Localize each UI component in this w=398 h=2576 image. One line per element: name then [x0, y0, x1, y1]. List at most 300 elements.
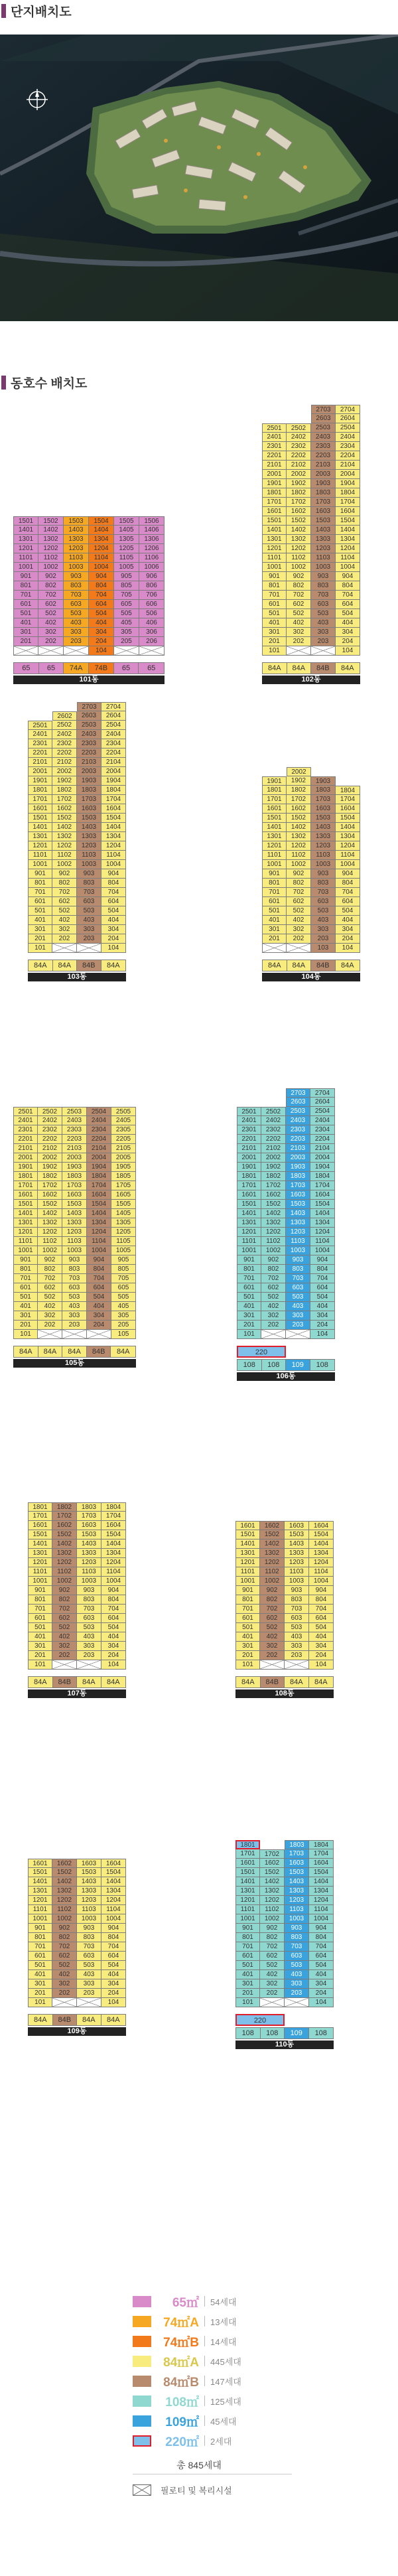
unit-cell: 1402: [261, 1209, 286, 1218]
unit-type-label: 84B: [77, 960, 101, 971]
unit-cell: 1803: [77, 786, 101, 795]
unit-cell: 1001: [235, 1577, 260, 1586]
unit-cell: 303: [77, 1979, 101, 1989]
unit-cell: 2301: [262, 442, 287, 451]
unit-cell: 2202: [287, 451, 311, 461]
unit-cell: 704: [89, 591, 114, 600]
unit-cell: 2401: [13, 1116, 38, 1125]
unit-cell: 1001: [13, 1246, 38, 1255]
unit-cell: 203: [286, 1321, 310, 1330]
unit-cell: 301: [235, 1642, 260, 1651]
unit-cell: 1804: [101, 1502, 126, 1512]
unit-cell: 1002: [52, 1577, 77, 1586]
unit-cell: 1801: [235, 1840, 260, 1849]
unit-cell: 2103: [286, 1144, 310, 1153]
unit-cell: 2704: [310, 1088, 335, 1098]
unit-cell: 403: [311, 618, 336, 628]
unit-cell: 1901: [262, 776, 287, 786]
unit-cell: 703: [285, 1942, 309, 1952]
unit-cell: 101: [13, 1330, 38, 1339]
unit-cell: 1502: [52, 1530, 77, 1539]
legend-count: 2세대: [210, 2436, 232, 2447]
unit-cell: 1801: [28, 786, 52, 795]
unit-cell: 1104: [101, 851, 126, 860]
unit-cell: 601: [28, 897, 52, 906]
unit-cell: 1002: [287, 860, 311, 869]
unit-cell: 802: [287, 879, 311, 888]
unit-cell: 1003: [62, 1246, 87, 1255]
pilotis-cell: [77, 944, 101, 953]
unit-type-row: [262, 662, 360, 674]
unit-cell: 1202: [260, 1896, 285, 1905]
unit-cell: 1604: [309, 1859, 334, 1868]
unit-cell: 801: [13, 581, 38, 591]
unit-cell: 504: [101, 1623, 126, 1632]
unit-cell: 1104: [101, 1905, 126, 1914]
unit-cell: 1504: [101, 1530, 126, 1539]
unit-cell: 201: [13, 1321, 38, 1330]
unit-cell: 1503: [285, 1530, 309, 1539]
unit-cell: 501: [28, 1623, 52, 1632]
unit-cell: 2004: [310, 1153, 335, 1163]
unit-cell: 1702: [52, 1512, 77, 1521]
unit-cell: 1504: [336, 814, 360, 823]
unit-type-label: 84A: [287, 960, 312, 971]
pilotis-cell: [285, 1998, 309, 2007]
unit-cell: 2403: [311, 433, 336, 442]
unit-cell: 2001: [28, 767, 52, 776]
unit-cell: 1805: [111, 1172, 136, 1181]
unit-cell: 601: [235, 1614, 260, 1623]
unit-cell: 1501: [262, 814, 287, 823]
unit-cell: 1404: [336, 526, 360, 535]
unit-cell: 2603: [311, 414, 336, 423]
unit-type-row: [28, 2014, 126, 2026]
unit-cell: 903: [77, 1586, 101, 1595]
unit-cell: 604: [310, 1283, 335, 1293]
unit-cell: 202: [52, 1651, 77, 1660]
unit-cell: 1303: [311, 535, 336, 544]
unit-cell: 1003: [285, 1914, 309, 1924]
unit-cell: 1603: [77, 1859, 101, 1868]
unit-type-label: 109: [286, 1360, 310, 1370]
unit-cell: 202: [287, 934, 311, 944]
unit-cell: 1502: [287, 516, 311, 526]
unit-cell: 1103: [64, 553, 89, 563]
unit-cell: 1503: [62, 1200, 87, 1209]
unit-cell: 204: [309, 1651, 334, 1660]
unit-cell: 603: [77, 1614, 101, 1623]
unit-cell: 1503: [286, 1200, 310, 1209]
legend-count: 13세대: [210, 2317, 237, 2327]
unit-cell: 402: [38, 618, 64, 628]
unit-cell: 2604: [336, 414, 360, 423]
unit-cell: 1501: [13, 1200, 38, 1209]
unit-cell: 803: [285, 1595, 309, 1605]
unit-cell: 403: [285, 1970, 309, 1979]
unit-cell: 505: [111, 1293, 136, 1302]
penthouse-type-label: 220: [253, 2017, 267, 2025]
unit-cell: 1302: [287, 535, 311, 544]
unit-cell: 403: [77, 1970, 101, 1979]
unit-cell: 901: [28, 1586, 52, 1595]
unit-cell: 502: [260, 1961, 285, 1970]
unit-cell: 1504: [309, 1530, 334, 1539]
unit-cell: 1004: [309, 1914, 334, 1924]
unit-type-label: 108: [237, 1360, 262, 1370]
legend-divider: [204, 2435, 205, 2446]
site-plan-header: [0, 3, 72, 19]
unit-cell: 1304: [89, 535, 114, 544]
unit-cell: 904: [87, 1255, 111, 1265]
unit-cell: 2202: [52, 749, 77, 758]
unit-cell: 402: [52, 916, 77, 925]
unit-cell: 203: [311, 637, 336, 646]
unit-cell: 2003: [77, 767, 101, 776]
unit-cell: 1602: [52, 1859, 77, 1868]
unit-cell: 1201: [235, 1896, 260, 1905]
unit-cell: 1801: [237, 1172, 261, 1181]
unit-cell: 1701: [235, 1849, 260, 1859]
unit-cell: 1603: [285, 1521, 309, 1530]
unit-cell: 203: [62, 1321, 87, 1330]
unit-cell: 701: [262, 591, 287, 600]
unit-cell: 204: [101, 934, 126, 944]
legend-area: 84㎡A: [163, 2355, 199, 2370]
unit-cell: 104: [101, 1998, 126, 2007]
unit-cell: 2203: [286, 1135, 310, 1144]
unit-cell: 1504: [309, 1868, 334, 1877]
unit-cell: 1101: [235, 1905, 260, 1914]
unit-cell: 803: [77, 1595, 101, 1605]
unit-cell: 604: [309, 1614, 334, 1623]
unit-cell: 905: [111, 1255, 136, 1265]
unit-cell: 404: [336, 916, 360, 925]
pilotis-cell: [52, 944, 77, 953]
unit-cell: 2305: [111, 1125, 136, 1135]
unit-cell: 1604: [101, 1859, 126, 1868]
unit-cell: 1004: [101, 1577, 126, 1586]
unit-cell: 701: [235, 1942, 260, 1952]
unit-cell: 2103: [77, 758, 101, 767]
unit-type-label: 84A: [111, 1346, 135, 1357]
unit-cell: 1401: [13, 1209, 38, 1218]
unit-cell: 503: [311, 609, 336, 618]
unit-cell: 1104: [309, 1567, 334, 1577]
unit-cell: 1401: [235, 1877, 260, 1887]
unit-cell: 404: [309, 1970, 334, 1979]
unit-cell: 2003: [311, 470, 336, 479]
unit-cell: 501: [235, 1623, 260, 1632]
unit-cell: 301: [237, 1311, 261, 1321]
unit-cell: 304: [336, 628, 360, 637]
unit-cell: 1405: [114, 526, 139, 535]
unit-cell: 1704: [101, 1512, 126, 1521]
unit-cell: 1201: [262, 841, 287, 851]
legend-swatch: [133, 2396, 151, 2407]
unit-cell: 1902: [287, 479, 311, 488]
unit-cell: 1001: [262, 860, 287, 869]
unit-cell: 2301: [13, 1125, 38, 1135]
unit-cell: 1002: [261, 1246, 286, 1255]
unit-cell: 1402: [287, 526, 311, 535]
unit-cell: 2004: [101, 767, 126, 776]
unit-cell: 602: [287, 600, 311, 609]
unit-cell: 404: [87, 1302, 111, 1311]
unit-cell: 903: [311, 869, 336, 879]
unit-cell: 2404: [310, 1116, 335, 1125]
unit-cell: 1203: [286, 1228, 310, 1237]
unit-cell: 1505: [114, 516, 139, 526]
unit-cell: 703: [286, 1274, 310, 1283]
section-marker: [1, 376, 6, 390]
unit-cell: 201: [235, 1989, 260, 1998]
unit-cell: 2002: [287, 470, 311, 479]
unit-cell: 401: [28, 916, 52, 925]
unit-cell: 1001: [28, 1914, 52, 1924]
unit-cell: 803: [77, 879, 101, 888]
legend-count: 445세대: [210, 2356, 241, 2367]
unit-cell: 804: [101, 879, 126, 888]
unit-cell: 704: [336, 591, 360, 600]
unit-cell: 803: [77, 1933, 101, 1942]
unit-cell: 1403: [311, 823, 336, 832]
building-name: 107동: [28, 1689, 126, 1698]
legend-area: 109㎡: [165, 2415, 199, 2429]
unit-cell: 2401: [28, 730, 52, 739]
unit-cell: 2203: [77, 749, 101, 758]
unit-type-label: 84A: [101, 1677, 125, 1687]
unit-cell: 1102: [52, 851, 77, 860]
unit-cell: 1004: [336, 563, 360, 572]
pilotis-cell: [77, 1998, 101, 2007]
unit-type-row: [235, 1676, 334, 1688]
unit-cell: 2402: [261, 1116, 286, 1125]
unit-cell: 703: [311, 888, 336, 897]
pilotis-cell: [64, 646, 89, 656]
building-name: 105동: [13, 1359, 136, 1368]
building-name: 102동: [262, 676, 360, 684]
building-grid: [28, 1502, 126, 1670]
unit-cell: 604: [101, 1952, 126, 1961]
unit-cell: 2403: [62, 1116, 87, 1125]
unit-cell: 201: [28, 934, 52, 944]
unit-cell: 403: [286, 1302, 310, 1311]
unit-cell: 1103: [77, 1905, 101, 1914]
unit-cell: 101: [28, 944, 52, 953]
unit-cell: 602: [52, 1952, 77, 1961]
unit-cell: 601: [237, 1283, 261, 1293]
unit-cell: 1104: [336, 851, 360, 860]
unit-cell: 1403: [62, 1209, 87, 1218]
penthouse-type-label: 220: [255, 1348, 268, 1356]
unit-cell: 1004: [87, 1246, 111, 1255]
unit-cell: 604: [309, 1952, 334, 1961]
unit-cell: 2503: [311, 423, 336, 433]
unit-cell: 1702: [52, 795, 77, 804]
unit-cell: 602: [260, 1614, 285, 1623]
unit-cell: 2703: [311, 405, 336, 414]
unit-cell: 105: [111, 1330, 136, 1339]
unit-cell: 2404: [101, 730, 126, 739]
unit-cell: 1004: [101, 860, 126, 869]
unit-cell: 704: [101, 1942, 126, 1952]
unit-cell: 2201: [28, 749, 52, 758]
unit-cell: 804: [310, 1265, 335, 1274]
unit-cell: 2604: [310, 1098, 335, 1107]
unit-cell: 502: [287, 609, 311, 618]
unit-cell: 202: [261, 1321, 286, 1330]
unit-cell: 901: [262, 572, 287, 581]
pilotis-cell: [260, 1998, 285, 2007]
unit-cell: 1204: [336, 841, 360, 851]
unit-cell: 1005: [114, 563, 139, 572]
unit-type-label: 84B: [53, 2015, 78, 2025]
unit-cell: 1004: [336, 860, 360, 869]
unit-cell: 1801: [262, 488, 287, 498]
unit-cell: 101: [262, 646, 287, 656]
unit-cell: 302: [287, 628, 311, 637]
unit-cell: 402: [52, 1970, 77, 1979]
legend-area: 220㎡: [165, 2435, 199, 2449]
unit-cell: 2303: [286, 1125, 310, 1135]
pilotis-cell: [52, 1660, 77, 1670]
unit-cell: 1803: [286, 1172, 310, 1181]
unit-cell: 504: [89, 609, 114, 618]
unit-cell: 702: [287, 591, 311, 600]
unit-type-label: 84A: [77, 2015, 101, 2025]
unit-cell: 802: [260, 1933, 285, 1942]
unit-cell: 2304: [336, 442, 360, 451]
unit-cell: 1401: [237, 1209, 261, 1218]
unit-cell: 1002: [52, 860, 77, 869]
unit-cell: 702: [52, 888, 77, 897]
unit-cell: 1402: [52, 1877, 77, 1887]
unit-cell: 201: [235, 1651, 260, 1660]
unit-cell: 1702: [261, 1181, 286, 1190]
unit-type-label: 84A: [336, 960, 360, 971]
unit-cell: 1204: [89, 544, 114, 553]
unit-cell: 1201: [13, 1228, 38, 1237]
unit-cell: 1103: [286, 1237, 310, 1246]
unit-cell: 203: [77, 1651, 101, 1660]
unit-cell: 1303: [311, 832, 336, 841]
unit-cell: 2401: [237, 1116, 261, 1125]
unit-cell: 1501: [28, 814, 52, 823]
unit-cell: 703: [77, 888, 101, 897]
legend-swatch: [133, 2336, 151, 2347]
legend-divider: [204, 2296, 205, 2307]
unit-cell: 1503: [311, 814, 336, 823]
unit-cell: 901: [13, 572, 38, 581]
unit-cell: 303: [77, 1642, 101, 1651]
unit-cell: 805: [114, 581, 139, 591]
unit-cell: 104: [101, 1660, 126, 1670]
unit-cell: 801: [262, 879, 287, 888]
unit-cell: 204: [310, 1321, 335, 1330]
unit-cell: 1105: [111, 1237, 136, 1246]
unit-cell: 1506: [139, 516, 165, 526]
unit-cell: 504: [309, 1961, 334, 1970]
unit-cell: 1502: [260, 1530, 285, 1539]
unit-cell: 1401: [13, 526, 38, 535]
building-grid: [13, 516, 165, 656]
unit-cell: 205: [111, 1321, 136, 1330]
legend-divider: [204, 2376, 205, 2386]
unit-cell: 1203: [285, 1896, 309, 1905]
unit-type-row: [13, 1346, 136, 1358]
unit-cell: 601: [28, 1614, 52, 1623]
unit-cell: 1802: [52, 786, 77, 795]
unit-cell: 1701: [262, 795, 287, 804]
unit-cell: 1304: [87, 1218, 111, 1228]
unit-cell: 1703: [285, 1849, 309, 1859]
unit-cell: 303: [285, 1642, 309, 1651]
unit-cell: 1301: [13, 1218, 38, 1228]
unit-cell: 1603: [311, 507, 336, 516]
unit-cell: 2501: [13, 1107, 38, 1116]
unit-cell: 1101: [262, 553, 287, 563]
unit-cell: 1001: [262, 563, 287, 572]
unit-cell: 1404: [101, 1877, 126, 1887]
unit-cell: 104: [336, 944, 360, 953]
unit-cell: 1006: [139, 563, 165, 572]
unit-cell: 1605: [111, 1190, 136, 1200]
unit-cell: 1602: [287, 507, 311, 516]
unit-cell: 1803: [62, 1172, 87, 1181]
unit-cell: 1406: [139, 526, 165, 535]
unit-cell: 1104: [101, 1567, 126, 1577]
legend-divider: [204, 2356, 205, 2366]
building-grid: [13, 1107, 136, 1339]
unit-cell: 304: [310, 1311, 335, 1321]
unit-cell: 1102: [287, 553, 311, 563]
pilotis-cell: [260, 1660, 285, 1670]
unit-type-row: [28, 960, 126, 971]
unit-cell: 1802: [52, 1502, 77, 1512]
unit-cell: 201: [28, 1651, 52, 1660]
unit-cell: 1504: [101, 1868, 126, 1877]
unit-cell: 2003: [62, 1153, 87, 1163]
unit-cell: 1804: [87, 1172, 111, 1181]
unit-type-label: 74A: [64, 663, 89, 674]
unit-cell: 2004: [336, 470, 360, 479]
unit-cell: 1504: [87, 1200, 111, 1209]
unit-cell: 604: [336, 897, 360, 906]
unit-cell: 1101: [28, 1905, 52, 1914]
unit-cell: 1303: [64, 535, 89, 544]
unit-cell: 2204: [310, 1135, 335, 1144]
unit-cell: 802: [260, 1595, 285, 1605]
unit-cell: 1401: [28, 1877, 52, 1887]
unit-cell: 302: [38, 1311, 62, 1321]
unit-type-label: 74B: [89, 663, 114, 674]
unit-cell: 2503: [77, 721, 101, 730]
unit-cell: 1903: [77, 776, 101, 786]
unit-cell: 1303: [77, 832, 101, 841]
unit-cell: 1901: [13, 1163, 38, 1172]
unit-cell: 203: [285, 1989, 309, 1998]
legend-item: [133, 2334, 237, 2348]
unit-type-label: 84A: [263, 960, 287, 971]
unit-cell: 1102: [260, 1905, 285, 1914]
unit-cell: 1401: [262, 823, 287, 832]
unit-type-label: 84A: [336, 663, 360, 674]
unit-cell: 801: [13, 1265, 38, 1274]
unit-cell: 904: [336, 572, 360, 581]
unit-cell: 1404: [309, 1877, 334, 1887]
unit-cell: 1904: [101, 776, 126, 786]
